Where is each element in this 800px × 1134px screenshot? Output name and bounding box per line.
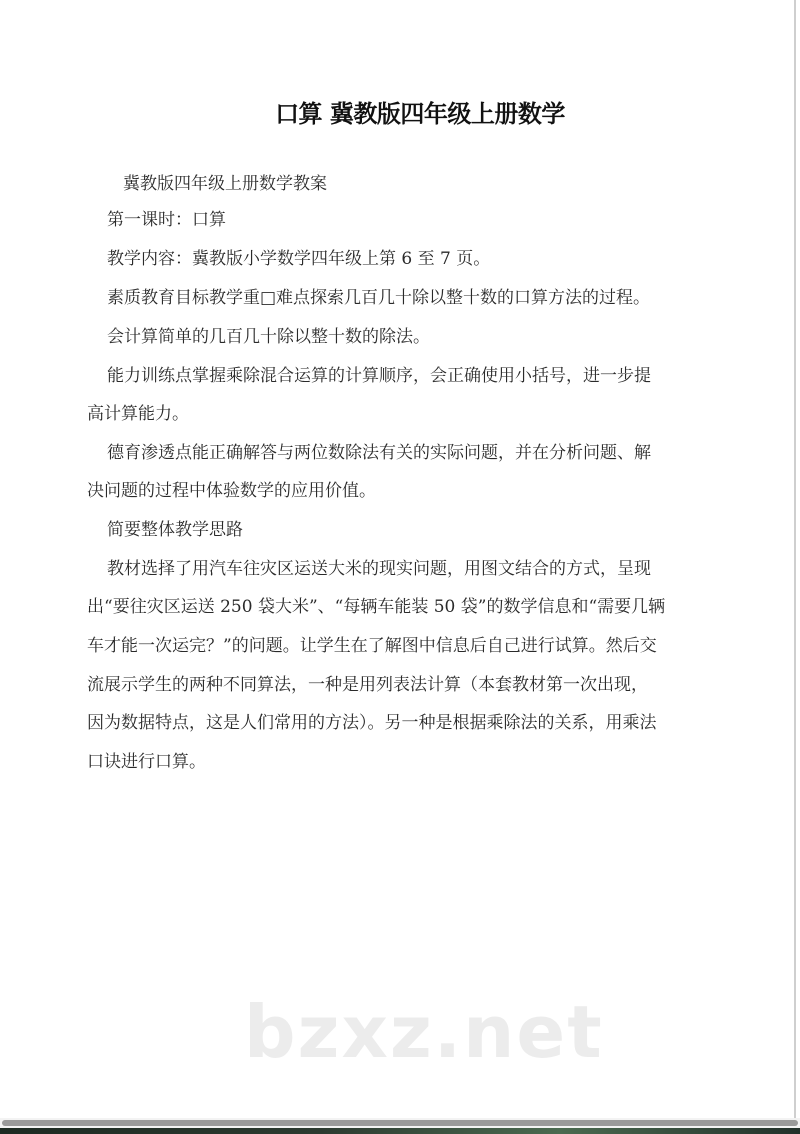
text-line: 德育渗透点能正确解答与两位数除法有关的实际问题，并在分析问题、解 bbox=[107, 443, 651, 463]
text-line: 车才能一次运完？”的问题。让学生在了解图中信息后自己进行试算。然后交 bbox=[87, 636, 657, 656]
background-strip bbox=[0, 1128, 800, 1134]
text-line: 教材选择了用汽车往灾区运送大米的现实问题，用图文结合的方式，呈现 bbox=[107, 559, 651, 579]
text-line: 流展示学生的两种不同算法，一种是用列表法计算（本套教材第一次出现， bbox=[87, 675, 648, 695]
text-line: 简要整体教学思路 bbox=[107, 520, 243, 540]
watermark: bzxz.net bbox=[244, 990, 604, 1074]
text-line: 决问题的过程中体验数学的应用价值。 bbox=[87, 481, 376, 501]
text-line: 会计算简单的几百几十除以整十数的除法。 bbox=[107, 327, 430, 347]
text-line: 冀教版四年级上册数学教案 bbox=[123, 174, 327, 194]
text-line: 教学内容：冀教版小学数学四年级上第 6 至 7 页。 bbox=[107, 249, 491, 269]
text-line: 素质教育目标教学重□难点探索几百几十除以整十数的口算方法的过程。 bbox=[107, 288, 651, 308]
text-line: 高计算能力。 bbox=[87, 404, 189, 424]
document-title: 口算 冀教版四年级上册数学 bbox=[275, 100, 565, 128]
text-line: 能力训练点掌握乘除混合运算的计算顺序，会正确使用小括号，进一步提 bbox=[107, 366, 651, 386]
text-line: 口诀进行口算。 bbox=[87, 752, 206, 772]
text-line: 因为数据特点，这是人们常用的方法）。另一种是根据乘除法的关系，用乘法 bbox=[87, 713, 657, 733]
horizontal-scrollbar[interactable] bbox=[0, 1118, 800, 1128]
scrollbar-thumb[interactable] bbox=[2, 1120, 798, 1126]
text-line: 出“要往灾区运送 250 袋大米”、“每辆车能装 50 袋”的数学信息和“需要几辆 bbox=[87, 597, 666, 617]
text-line: 第一课时：口算 bbox=[107, 210, 226, 230]
